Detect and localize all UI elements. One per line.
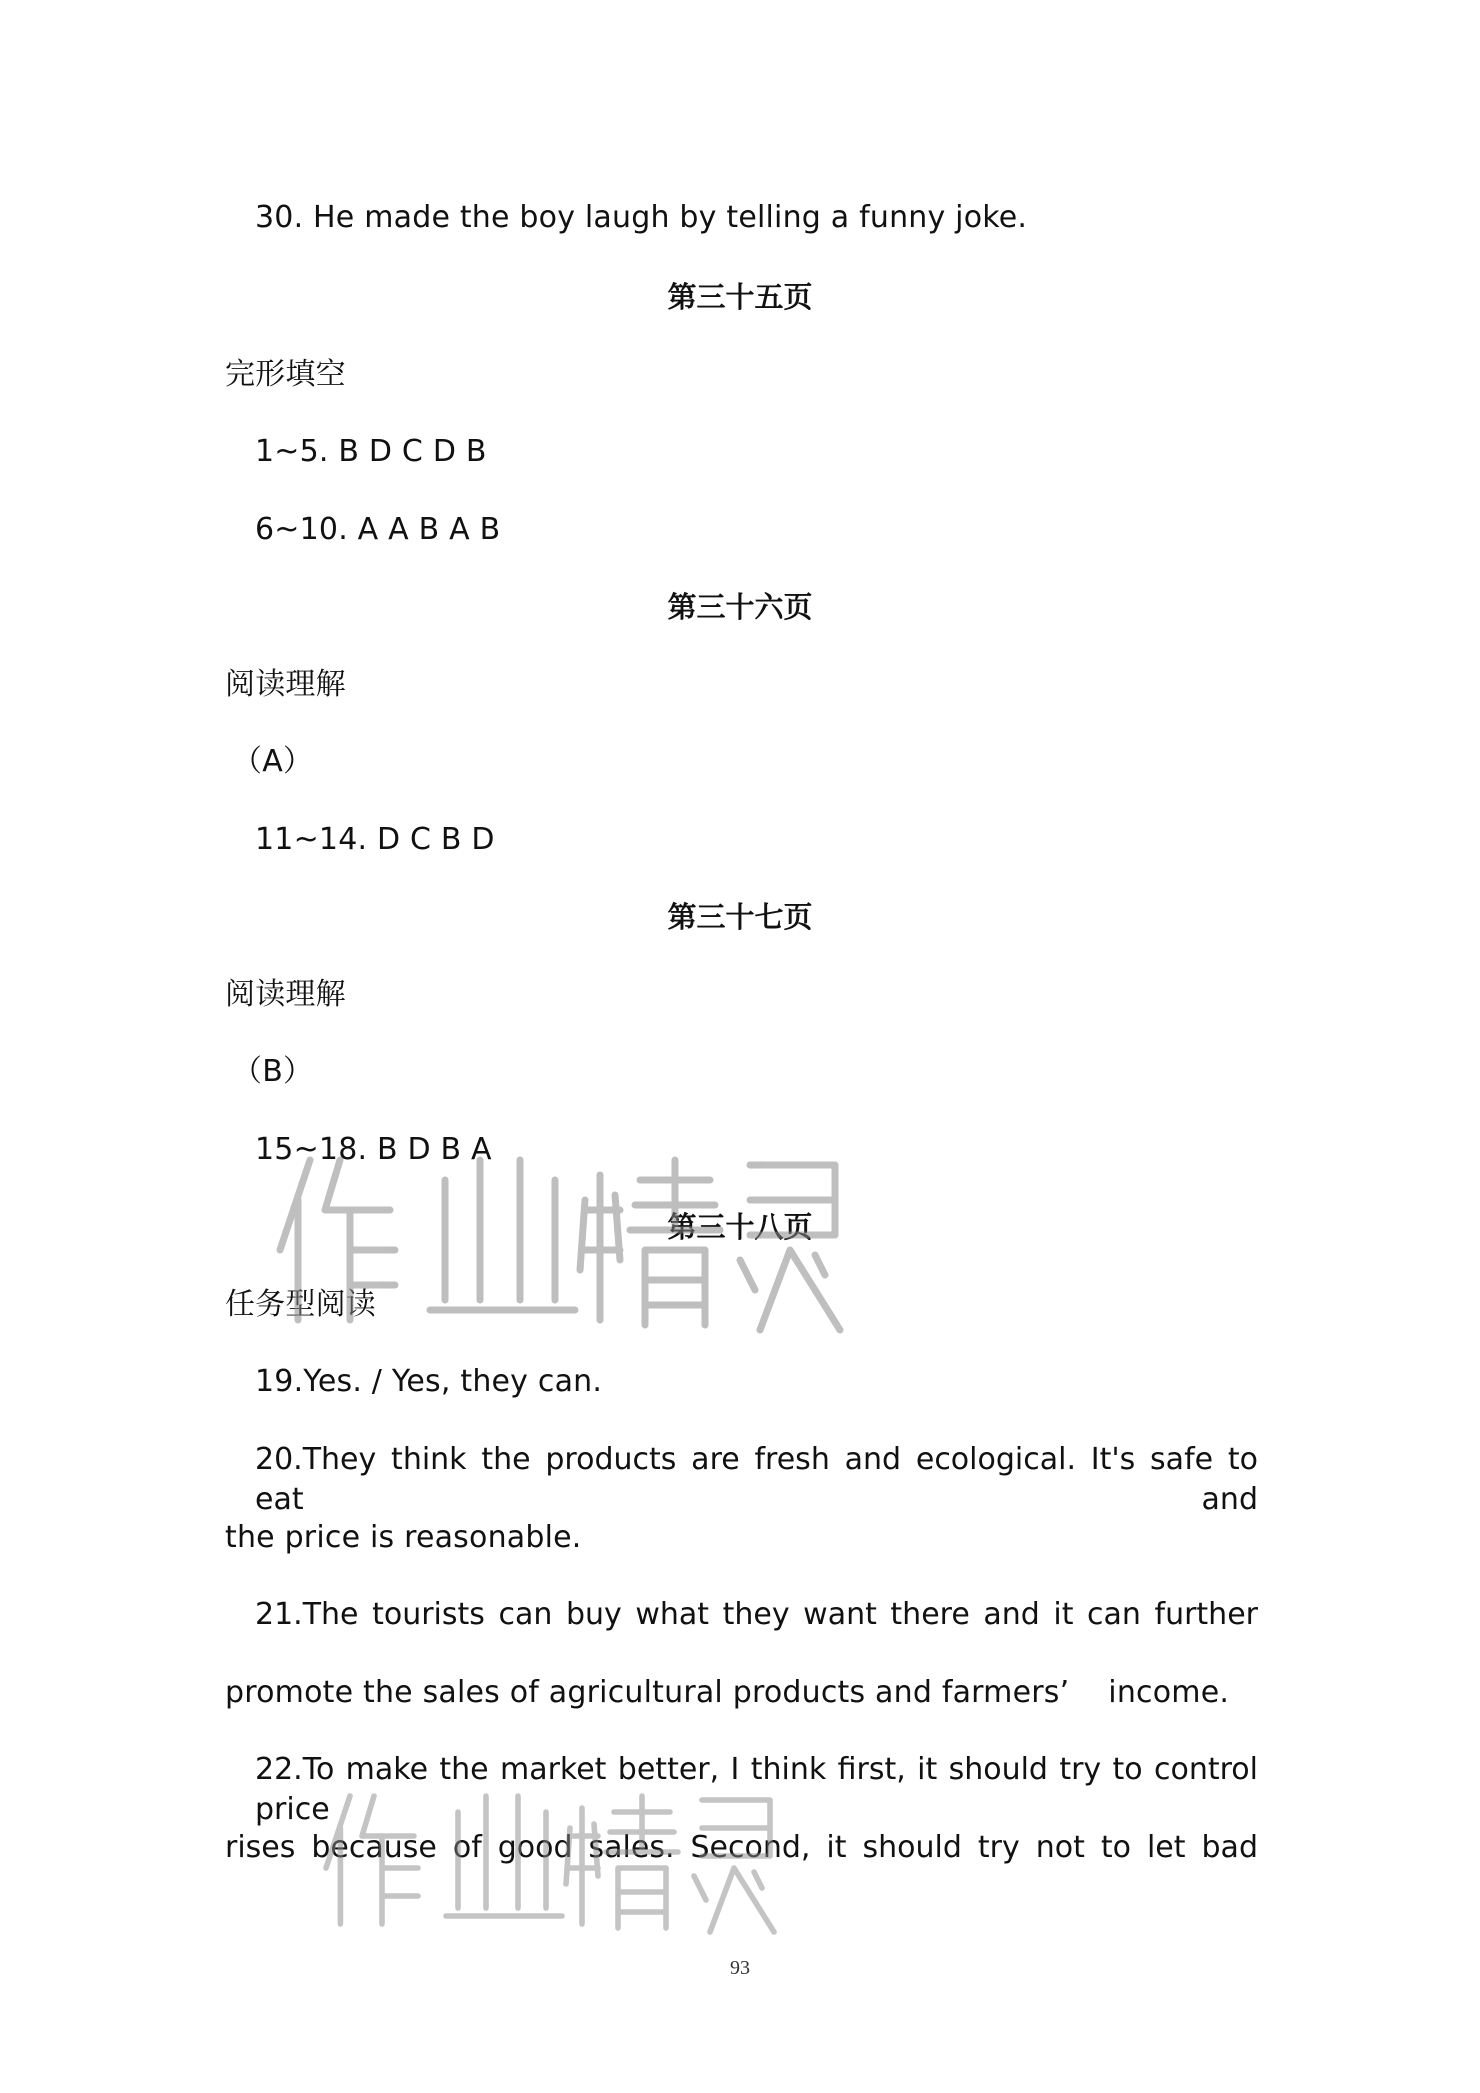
section-reading-2: 阅读理解 [225,977,346,1012]
answers-1-5: 1~5. B D C D B [255,434,487,469]
answer-21-line-2: promote the sales of agricultural products and farmers’ income. [225,1675,1230,1710]
heading-page-37: 第三十七页 [667,900,813,934]
answer-22-line-2: rises because of good sales. Second, it should try not to let bad [225,1830,1258,1865]
heading-page-38: 第三十八页 [667,1210,813,1244]
answer-22-line-1: 22.To make the market better, I think first, it should try to control price [255,1752,1258,1827]
answer-20-line-2: the price is reasonable. [225,1520,582,1555]
answers-11-14: 11~14. D C B D [255,822,495,857]
section-cloze: 完形填空 [225,357,346,392]
answers-6-10: 6~10. A A B A B [255,512,501,547]
answers-15-18: 15~18. B D B A [255,1132,492,1167]
heading-page-36: 第三十六页 [667,590,813,624]
section-reading-1: 阅读理解 [225,667,346,702]
page-number: 93 [730,1957,750,1979]
answer-19: 19.Yes. / Yes, they can. [255,1364,603,1399]
part-b-label: （B） [232,1054,314,1089]
answer-20-line-1: 20.They think the products are fresh and ecological. It's safe to eat and [255,1442,1258,1517]
answer-30: 30. He made the boy laugh by telling a funny joke. [255,200,1028,235]
heading-page-35: 第三十五页 [667,280,813,314]
section-task-reading: 任务型阅读 [225,1287,376,1322]
part-a-label: （A） [232,744,314,779]
answer-21-line-1: 21.The tourists can buy what they want there and it can further [255,1597,1258,1632]
